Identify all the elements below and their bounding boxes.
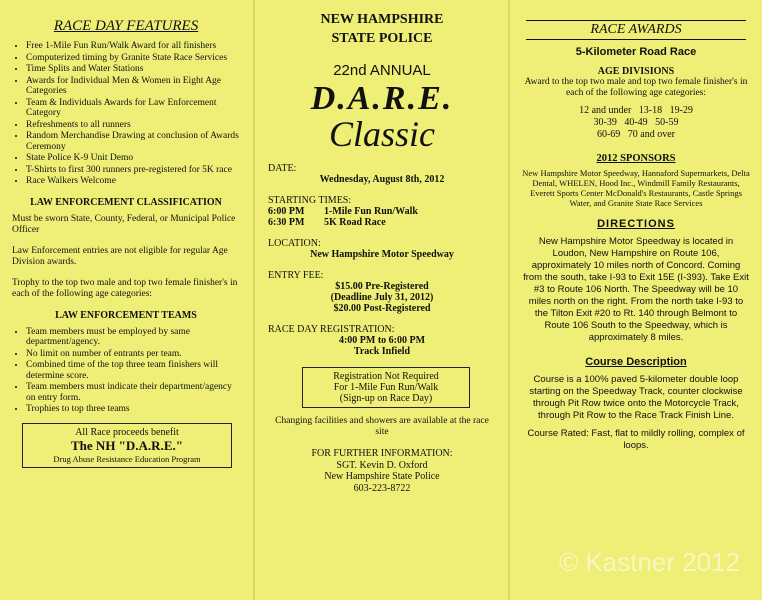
contact-line: FOR FURTHER INFORMATION: bbox=[311, 448, 453, 459]
registration-box-line: Registration Not Required bbox=[333, 371, 439, 382]
law-title: LAW ENFORCEMENT CLASSIFICATION bbox=[30, 196, 222, 208]
org-name: NEW HAMPSHIRE bbox=[320, 12, 444, 27]
registration-line: Track Infield bbox=[353, 346, 411, 357]
fee-line: $20.00 Post-Registered bbox=[333, 303, 431, 314]
road-race-title: 5-Kilometer Road Race bbox=[575, 46, 697, 58]
teams-title: LAW ENFORCEMENT TEAMS bbox=[55, 309, 197, 321]
proceeds-line: All Race proceeds benefit bbox=[75, 426, 179, 438]
list-item: • Trophies to top three teams bbox=[26, 404, 240, 415]
location-value: New Hampshire Motor Speedway bbox=[310, 249, 454, 260]
list-item: • No limit on number of entrants per team. bbox=[26, 349, 240, 360]
annual-label: 22nd ANNUAL bbox=[333, 62, 431, 79]
list-item: • State Police K-9 Unit Demo bbox=[26, 153, 240, 164]
date-label: DATE: bbox=[268, 163, 297, 174]
course-rated: Course Rated: Fast, flat to mildly rolling, complex of loops. bbox=[527, 428, 745, 451]
list-item: • Free 1-Mile Fun Run/Walk Award for all finishers bbox=[26, 41, 240, 52]
registration-box bbox=[302, 367, 470, 408]
event: 1-Mile Fun Run/Walk bbox=[324, 206, 418, 217]
list-item: • Race Walkers Welcome bbox=[26, 176, 240, 187]
time: 6:30 PM bbox=[268, 217, 305, 228]
age-categories bbox=[522, 105, 750, 141]
list-item: • Combined time of the top three team finishers will determine score. bbox=[26, 360, 240, 381]
contact-line: 603-223-8722 bbox=[353, 482, 411, 494]
age-line: 30-39 40-49 50-59 bbox=[593, 117, 679, 128]
start-label: STARTING TIMES: bbox=[268, 195, 352, 206]
age-line: 60-69 70 and over bbox=[596, 129, 676, 140]
list-item: • Refreshments to all runners bbox=[26, 120, 240, 131]
age-divisions-desc: Award to the top two male and top two female finisher's in each of the following age categories: bbox=[524, 77, 748, 98]
registration-label: RACE DAY REGISTRATION: bbox=[268, 324, 395, 335]
law-paragraph: Trophy to the top two male and top two female finisher's in each of the following age categories: bbox=[12, 277, 238, 299]
middle-panel bbox=[254, 0, 508, 600]
features-list bbox=[12, 41, 240, 187]
copyright-watermark: © Kastner 2012 bbox=[558, 547, 740, 577]
contact-line: SGT. Kevin D. Oxford bbox=[336, 459, 428, 471]
course-text: Course is a 100% paved 5-kilometer double loop starting on the Speedway Track, counter clockwise through Pit Row twice onto the Motorcycle Track, through Pit Row to the Race Track Finish Line. bbox=[529, 374, 743, 421]
left-panel bbox=[0, 0, 254, 600]
awards-title: RACE AWARDS bbox=[526, 20, 746, 40]
registration-box-line: (Sign-up on Race Day) bbox=[339, 393, 433, 404]
list-item: • Time Splits and Water Stations bbox=[26, 64, 240, 75]
location-label: LOCATION: bbox=[268, 238, 321, 249]
sponsors-list: New Hampshire Motor Speedway, Hannaford Supermarkets, Delta Dental, WHELEN, Hood Inc., Windmill Family Restaurants, Everett Sports Center McDonald's Restaurants, Castle Springs Water, and Granite State Race Services bbox=[522, 168, 750, 208]
classic-title: Classic bbox=[328, 114, 435, 154]
registration-box-line: For 1-Mile Fun Run/Walk bbox=[333, 382, 439, 393]
directions-title: DIRECTIONS bbox=[597, 218, 675, 230]
proceeds-line: The NH "D.A.R.E." bbox=[71, 437, 183, 453]
list-item: • Awards for Individual Men & Women in Eight Age Categories bbox=[26, 76, 240, 97]
date-value: Wednesday, August 8th, 2012 bbox=[319, 174, 445, 185]
registration-line: 4:00 PM to 6:00 PM bbox=[338, 335, 426, 346]
age-divisions-title: AGE DIVISIONS bbox=[597, 66, 675, 77]
proceeds-line: Drug Abuse Resistance Education Program bbox=[53, 453, 201, 464]
course-title: Course Description bbox=[585, 356, 687, 368]
law-paragraph: Law Enforcement entries are not eligible for regular Age Division awards. bbox=[12, 245, 228, 267]
fee-line: $15.00 Pre-Registered bbox=[335, 281, 429, 292]
fee-line: (Deadline July 31, 2012) bbox=[330, 292, 434, 303]
features-title: RACE DAY FEATURES bbox=[53, 18, 199, 34]
contact-line: New Hampshire State Police bbox=[324, 471, 440, 482]
sponsors-title: 2012 SPONSORS bbox=[596, 153, 676, 164]
list-item: • Team & Individuals Awards for Law Enforcement Category bbox=[26, 98, 240, 119]
list-item: • Computerized timing by Granite State Race Services bbox=[26, 53, 240, 64]
age-line: 12 and under 13-18 19-29 bbox=[579, 105, 693, 116]
list-item: • Team members must indicate their department/agency on entry form. bbox=[26, 382, 240, 403]
facilities-note: Changing facilities and showers are available at the race site bbox=[275, 416, 489, 437]
event: 5K Road Race bbox=[324, 217, 386, 228]
directions-text: New Hampshire Motor Speedway is located in Loudon, New Hampshire on Route 106, approximately 10 miles north of Concord. Coming from the south, take I-93 to Exit 15E (I-393). Take Exit #3 to Route 106 North. The Speedway will be 10 miles north on the right. From the north take I-93 to the Tilton Exit #20 to Rt. 140 through Belmont to Route 106 South to the Speedway, which is approximately 8 miles. bbox=[523, 236, 749, 343]
law-paragraph: Must be sworn State, County, Federal, or Municipal Police Officer bbox=[12, 213, 236, 235]
right-panel bbox=[508, 0, 762, 600]
time-row bbox=[268, 217, 496, 228]
list-item: • Team members must be employed by same department/agency. bbox=[26, 327, 240, 348]
list-item: • T-Shirts to first 300 runners pre-registered for 5K race bbox=[26, 165, 240, 176]
proceeds-box bbox=[22, 423, 232, 468]
fee-label: ENTRY FEE: bbox=[268, 270, 324, 281]
list-item: • Random Merchandise Drawing at conclusion of Awards Ceremony bbox=[26, 131, 240, 152]
teams-list bbox=[12, 327, 240, 415]
time: 6:00 PM bbox=[268, 206, 305, 217]
contact-info bbox=[268, 448, 496, 494]
org-name: STATE POLICE bbox=[331, 31, 433, 46]
dare-logo: D.A.R.E. bbox=[310, 80, 454, 117]
time-row bbox=[268, 206, 496, 217]
